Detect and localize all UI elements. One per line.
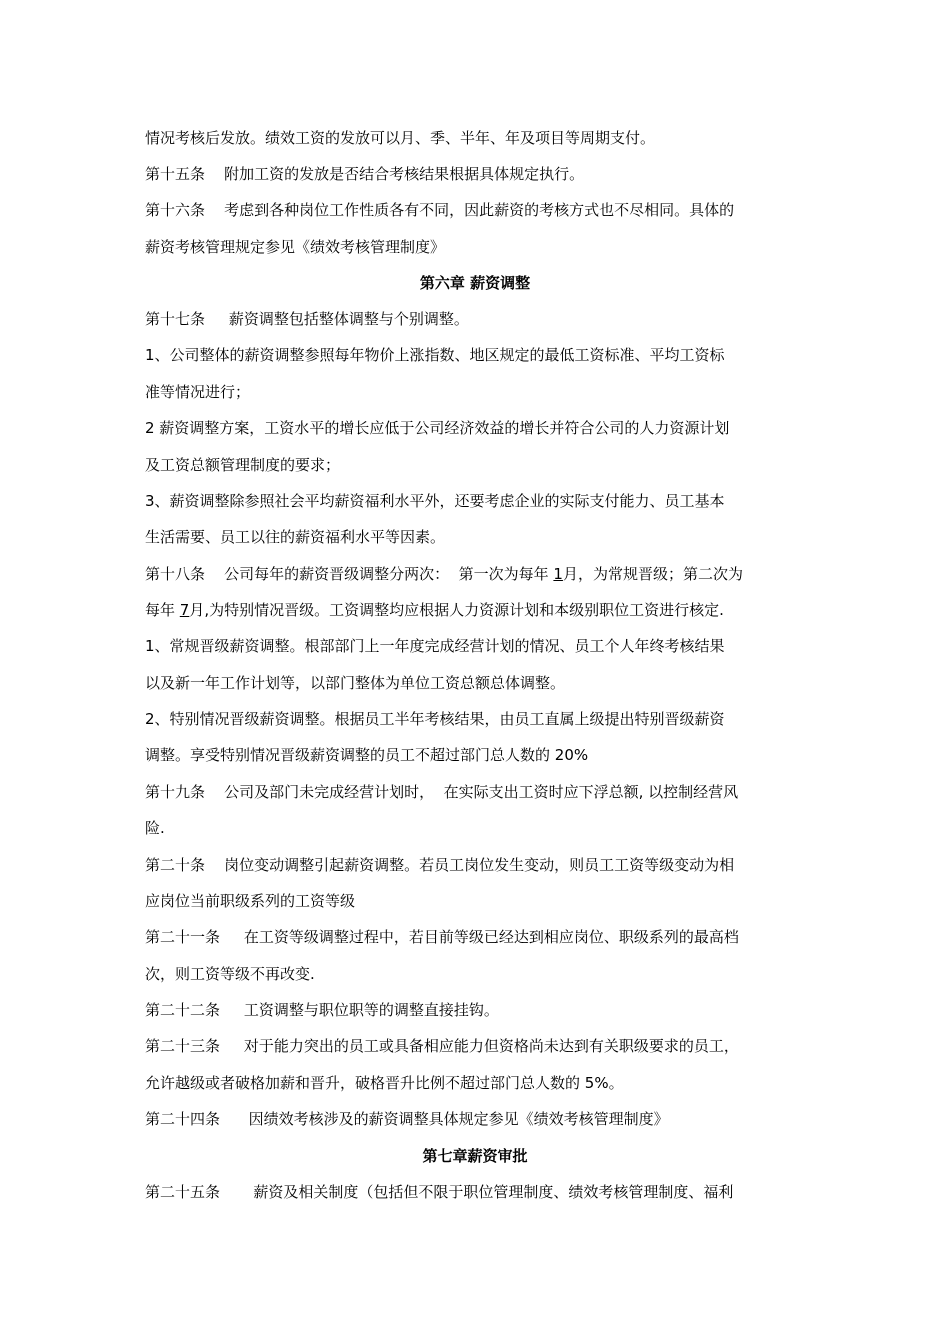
text-line: 应岗位当前职级系列的工资等级 — [145, 892, 356, 910]
text-line: 调整。享受特别情况晋级薪资调整的员工不超过部门总人数的 20% — [145, 746, 589, 764]
text-line: 第十五条 附加工资的发放是否结合考核结果根据具体规定执行。 — [145, 165, 585, 183]
text-line: 第二十二条 工资调整与职位职等的调整直接挂钩。 — [145, 1001, 499, 1019]
text-span: 每年 — [145, 601, 180, 619]
text-line — [145, 564, 743, 584]
text-line: 第十九条 公司及部门未完成经营计划时， 在实际支出工资时应下浮总额, 以控制经营风 — [145, 783, 739, 801]
text-line: 及工资总额管理制度的要求； — [145, 456, 341, 474]
text-line: 情况考核后发放。绩效工资的发放可以月、季、半年、年及项目等周期支付。 — [145, 129, 656, 147]
text-line: 允许越级或者破格加薪和晋升，破格晋升比例不超过部门总人数的 5%。 — [145, 1074, 624, 1092]
text-line: 以及新一年工作计划等，以部门整体为单位工资总额总体调整。 — [145, 674, 566, 692]
text-line: 第二十条 岗位变动调整引起薪资调整。若员工岗位发生变动，则员工工资等级变动为相 — [145, 856, 735, 874]
text-line: 第二十一条 在工资等级调整过程中，若目前等级已经达到相应岗位、职级系列的最高档 — [145, 928, 739, 946]
chapter-heading: 第七章薪资审批 — [422, 1147, 528, 1165]
month-number: 7 — [179, 601, 190, 619]
text-line: 险. — [145, 819, 165, 837]
text-span: 月，为常规晋级；第二次为 — [562, 565, 743, 583]
month-number: 1 — [553, 565, 563, 583]
text-line: 准等情况进行； — [145, 383, 251, 401]
text-line: 1、公司整体的薪资调整参照每年物价上涨指数、地区规定的最低工资标准、平均工资标 — [145, 346, 725, 364]
text-line: 3、薪资调整除参照社会平均薪资福利水平外，还要考虑企业的实际支付能力、员工基本 — [145, 492, 725, 510]
text-line: 生活需要、员工以往的薪资福利水平等因素。 — [145, 528, 446, 546]
chapter-heading: 第六章 薪资调整 — [419, 274, 531, 292]
text-line: 第二十三条 对于能力突出的员工或具备相应能力但资格尚未达到有关职级要求的员工， — [145, 1037, 739, 1055]
text-line — [145, 600, 724, 620]
text-line: 2 薪资调整方案，工资水平的增长应低于公司经济效益的增长并符合公司的人力资源计划 — [145, 419, 730, 437]
text-span: 第十八条 公司每年的薪资晋级调整分两次： 第一次为每年 — [145, 565, 554, 583]
text-line: 1、常规晋级薪资调整。根部部门上一年度完成经营计划的情况、员工个人年终考核结果 — [145, 637, 725, 655]
text-line: 第二十五条 薪资及相关制度（包括但不限于职位管理制度、绩效考核管理制度、福利 — [145, 1183, 734, 1201]
text-line: 第二十四条 因绩效考核涉及的薪资调整具体规定参见《绩效考核管理制度》 — [145, 1110, 669, 1128]
text-line: 第十六条 考虑到各种岗位工作性质各有不同，因此薪资的考核方式也不尽相同。具体的 — [145, 201, 735, 219]
text-line: 薪资考核管理规定参见《绩效考核管理制度》 — [145, 238, 446, 256]
text-line: 次，则工资等级不再改变. — [145, 965, 315, 983]
text-line: 第十七条 薪资调整包括整体调整与个别调整。 — [145, 310, 469, 328]
text-span: 月,为特别情况晋级。工资调整均应根据人力资源计划和本级别职位工资进行核定. — [189, 601, 724, 619]
text-line: 2、特别情况晋级薪资调整。根据员工半年考核结果，由员工直属上级提出特别晋级薪资 — [145, 710, 725, 728]
